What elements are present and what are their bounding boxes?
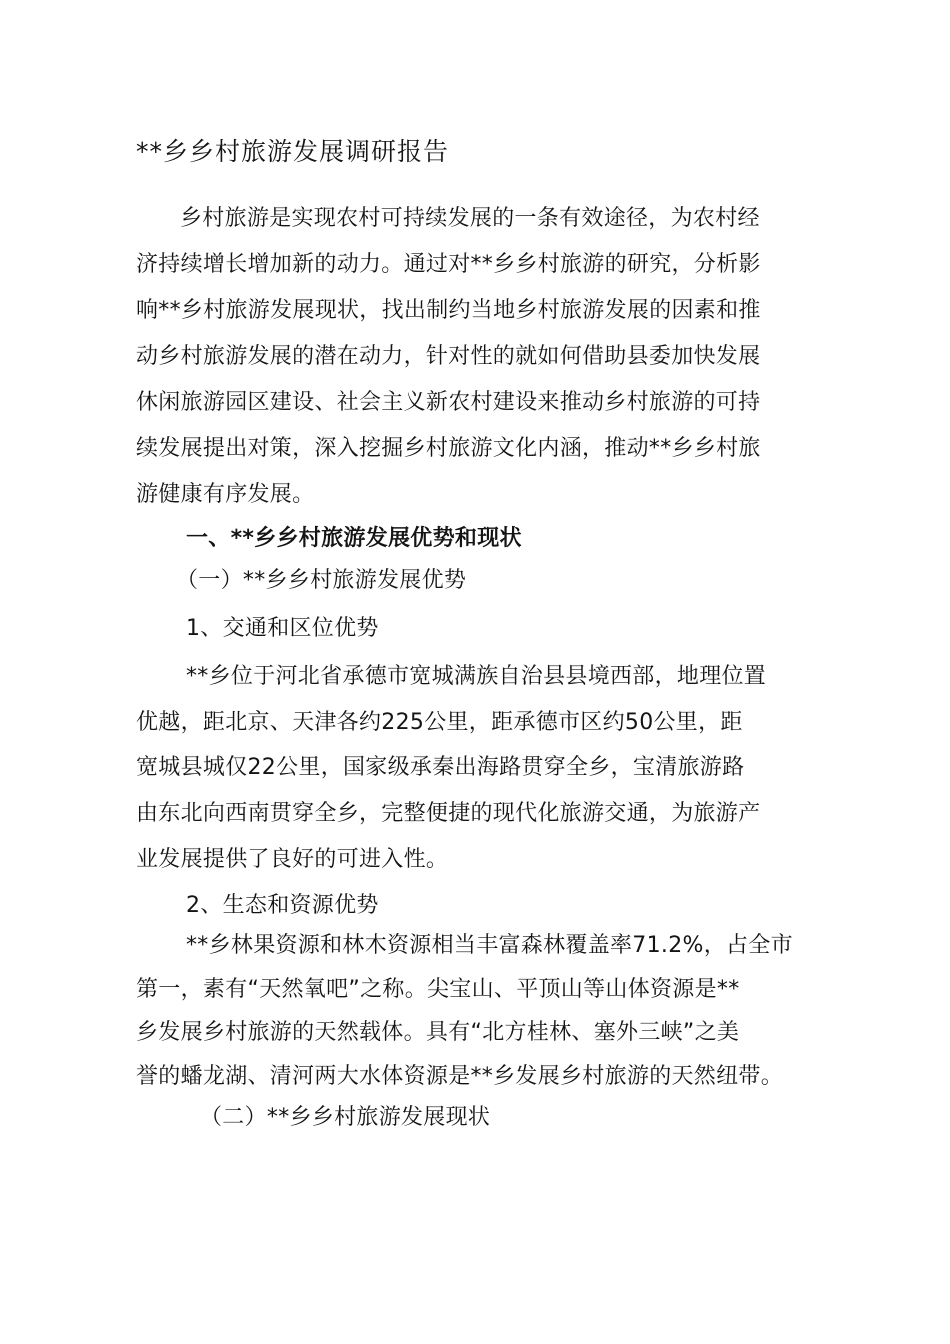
item-2-heading: 2、生态和资源优势 bbox=[186, 893, 379, 918]
item-1-line-3: 宽城县城仅22公里，国家级承秦出海路贯穿全乡，宝清旅游路 bbox=[136, 755, 745, 780]
item-1-line-4: 由东北向西南贯穿全乡，完整便捷的现代化旅游交通，为旅游产 bbox=[136, 801, 761, 826]
intro-line-4: 动乡村旅游发展的潜在动力，针对性的就如何借助县委加快发展 bbox=[136, 344, 761, 369]
subsection-1-heading: （一）**乡乡村旅游发展优势 bbox=[176, 568, 467, 593]
intro-line-5: 休闲旅游园区建设、社会主义新农村建设来推动乡村旅游的可持 bbox=[136, 390, 761, 415]
item-1-heading: 1、交通和区位优势 bbox=[186, 616, 379, 641]
item-1-line-2: 优越，距北京、天津各约225公里，距承德市区约50公里，距 bbox=[136, 710, 743, 735]
item-2-line-3: 乡发展乡村旅游的天然载体。具有“北方桂林、塞外三峡”之美 bbox=[136, 1020, 740, 1045]
document-title: **乡乡村旅游发展调研报告 bbox=[136, 137, 450, 166]
section-1-heading: 一、**乡乡村旅游发展优势和现状 bbox=[186, 526, 522, 551]
item-2-line-1: **乡林果资源和林木资源相当丰富森林覆盖率71.2%，占全市 bbox=[186, 933, 793, 958]
intro-line-1: 乡村旅游是实现农村可持续发展的一条有效途径，为农村经 bbox=[180, 206, 760, 231]
item-2-line-4: 誉的蟠龙湖、清河两大水体资源是**乡发展乡村旅游的天然纽带。 bbox=[136, 1064, 784, 1089]
intro-line-6: 续发展提出对策，深入挖掘乡村旅游文化内涵，推动**乡乡村旅 bbox=[136, 436, 761, 461]
item-1-line-5: 业发展提供了良好的可进入性。 bbox=[136, 847, 449, 872]
intro-line-7: 游健康有序发展。 bbox=[136, 482, 315, 507]
intro-line-3: 响**乡村旅游发展现状，找出制约当地乡村旅游发展的因素和推 bbox=[136, 298, 761, 323]
intro-line-2: 济持续增长增加新的动力。通过对**乡乡村旅游的研究，分析影 bbox=[136, 252, 761, 277]
item-1-line-1: **乡位于河北省承德市宽城满族自治县县境西部，地理位置 bbox=[186, 664, 767, 689]
subsection-2-heading: （二）**乡乡村旅游发展现状 bbox=[200, 1105, 491, 1130]
item-2-line-2: 第一，素有“天然氧吧”之称。尖宝山、平顶山等山体资源是** bbox=[136, 977, 740, 1002]
